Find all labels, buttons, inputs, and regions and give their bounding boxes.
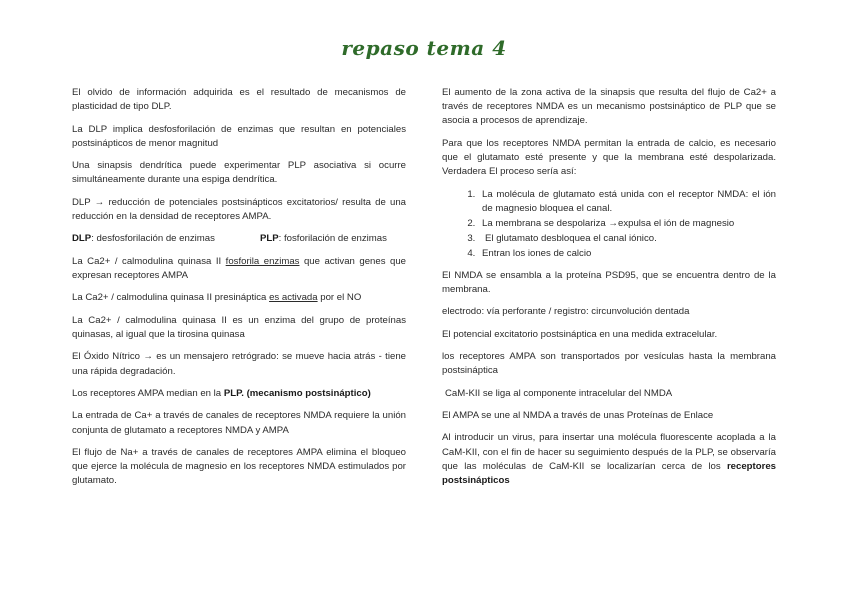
list-item: 1. La molécula de glutamato está unida con el receptor NMDA: el ión de magnesio bloquea el canal.	[478, 188, 776, 216]
note-paragraph: La Ca2+ / calmodulina quinasa II es un enzima del grupo de proteínas quinasas, al igual que la tirosina quinasa	[72, 314, 406, 340]
note-paragraph: Una sinapsis dendrítica puede experimentar PLP asociativa si ocurre simultáneamente durante una espiga dendrítica.	[72, 160, 406, 186]
note-paragraph: los receptores AMPA son transportados por vesículas hasta la membrana postsináptica	[442, 350, 776, 377]
plp-definition	[260, 232, 387, 246]
right-column	[442, 86, 776, 496]
dlp-term: DLP	[72, 233, 92, 245]
text-segment: La Ca2+ / calmodulina quinasa II	[72, 255, 226, 267]
note-paragraph: CaM-KII se liga al componente intracelular del NMDA	[445, 387, 673, 399]
note-paragraph: El flujo de Na+ a través de canales de receptores AMPA elimina el bloqueo que ejerce la molécula de magnesio en los receptores NMDA estimulados por glutamato.	[72, 446, 406, 487]
dlp-def: : desfosforilación de enzimas	[91, 233, 215, 245]
dlp-definition	[72, 232, 260, 246]
left-column	[72, 86, 406, 497]
underlined-text: fosforila enzimas	[225, 255, 300, 267]
note-paragraph: DLP → reducción de potenciales postsinápticos excitatorios/ resulta de una reducción en la densidad de receptores AMPA.	[72, 196, 406, 222]
bold-text: receptores postsinápticos	[442, 460, 776, 486]
note-paragraph	[72, 387, 406, 401]
bold-text: PLP. (mecanismo postsináptico)	[223, 387, 371, 399]
note-paragraph: El olvido de información adquirida es el resultado de mecanismos de plasticidad de tipo DLP.	[72, 87, 406, 113]
text-segment: por el NO	[317, 292, 362, 304]
process-steps-list	[442, 188, 776, 262]
step-text: El glutamato desbloquea el canal iónico.	[485, 233, 657, 245]
note-paragraph: Para que los receptores NMDA permitan la entrada de calcio, es necesario que el glutamato esté presente y que la membrana esté despolarizada. Verdadera El proceso sería así:	[442, 137, 776, 178]
note-paragraph: El potencial excitatorio postsináptica en una medida extracelular.	[442, 328, 718, 340]
list-item: 4. Entran los iones de calcio	[478, 247, 776, 261]
note-paragraph	[72, 291, 406, 305]
text-segment: Al introducir un virus, para insertar una molécula fluorescente acoplada a la CaM-KII, con el fin de hacer su seguimiento después de la PLP, se observaría que las moléculas de CaM-KII se localizarían cerca de los	[442, 432, 776, 472]
plp-def: : fosforilación de enzimas	[278, 233, 387, 245]
note-paragraph: La DLP implica desfosforilación de enzimas que resultan en potenciales postsinápticos de menor magnitud	[72, 123, 406, 149]
note-paragraph: El Óxido Nítrico → es un mensajero retrógrado: se mueve hacia atrás - tiene una rápida degradación.	[72, 351, 406, 377]
definition-pair	[72, 232, 406, 246]
note-paragraph: El AMPA se une al NMDA a través de unas Proteínas de Enlace	[442, 409, 714, 421]
plp-term: PLP	[260, 233, 279, 245]
list-item	[478, 232, 776, 246]
list-item: 2. La membrana se despolariza →expulsa el ión de magnesio	[478, 217, 776, 231]
note-paragraph: La entrada de Ca+ a través de canales de receptores NMDA requiere la unión conjunta de glutamato a receptores NMDA y AMPA	[72, 410, 406, 436]
note-paragraph: El aumento de la zona activa de la sinapsis que resulta del flujo de Ca2+ a través de receptores NMDA es un mecanismo postsináptico de PLP que se asocia a procesos de aprendizaje.	[442, 87, 776, 127]
page-title: repaso tema 4	[341, 36, 507, 60]
text-segment: Los receptores AMPA median en la	[72, 387, 224, 399]
note-paragraph	[442, 431, 776, 488]
underlined-text: es activada	[269, 292, 318, 304]
text-segment: que activan genes que expresan receptores AMPA	[72, 255, 406, 281]
note-paragraph: electrodo: vía perforante / registro: circunvolución dentada	[442, 306, 690, 318]
note-paragraph: El NMDA se ensambla a la proteína PSD95, que se encuentra dentro de la membrana.	[442, 269, 776, 295]
text-segment: La Ca2+ / calmodulina quinasa II presináptica	[72, 292, 270, 304]
note-paragraph	[72, 255, 406, 283]
